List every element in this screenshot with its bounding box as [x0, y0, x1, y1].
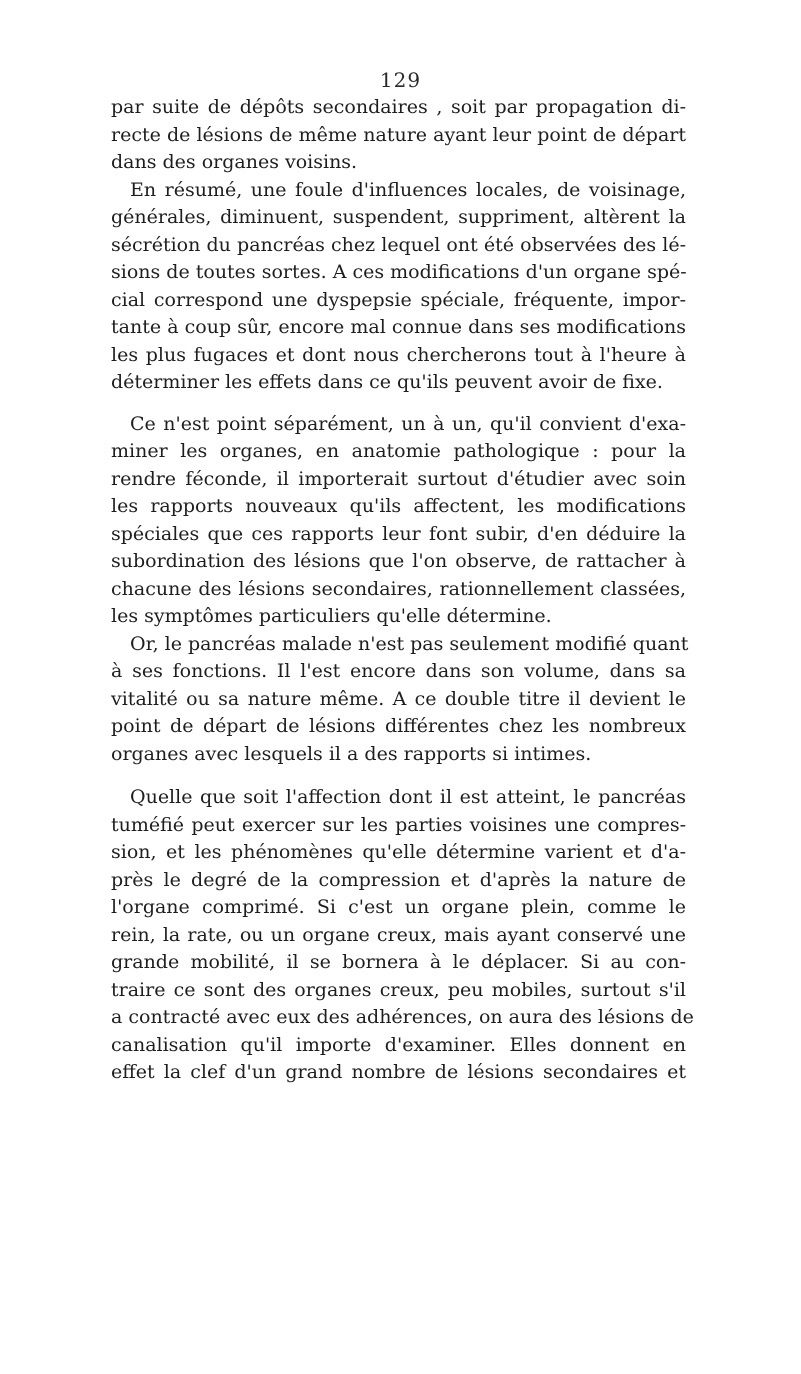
paragraph-gap	[111, 768, 686, 784]
text-line: spéciales que ces rapports leur font subir, d'en déduire la	[111, 522, 686, 545]
text-line: vitalité ou sa nature même. A ce double titre il devient le	[111, 687, 686, 710]
text-line: tuméfié peut exercer sur les parties voisines une compres-	[111, 813, 686, 836]
text-line: Ce n'est point séparément, un à un, qu'il convient d'exa-	[130, 412, 686, 435]
text-line: a contracté avec eux des adhérences, on aura des lésions de	[111, 1006, 694, 1028]
text-line: effet la clef d'un grand nombre de lésions secondaires et	[111, 1061, 686, 1083]
text-line: chacune des lésions secondaires, rationnellement classées,	[111, 577, 686, 600]
text-line: l'organe comprimé. Si c'est un organe plein, comme le	[111, 896, 686, 918]
text-line: à ses fonctions. Il l'est encore dans son volume, dans sa	[111, 660, 686, 682]
text-line: dans des organes voisins.	[111, 151, 358, 173]
text-line: grande mobilité, il se bornera à le déplacer. Si au con-	[111, 951, 686, 973]
text-line: canalisation qu'il importe d'examiner. Elles donnent en	[111, 1033, 686, 1056]
text-line: traire ce sont des organes creux, peu mobiles, surtout s'il	[111, 978, 686, 1001]
page-number: 129	[379, 68, 422, 92]
text-line: déterminer les effets dans ce qu'ils peuvent avoir de fixe.	[111, 371, 663, 393]
paragraph	[111, 94, 686, 177]
text-line: sion, et les phénomènes qu'elle détermine varient et d'a-	[111, 841, 686, 863]
paragraph	[111, 411, 686, 631]
text-line: sécrétion du pancréas chez lequel ont été observées des lé-	[111, 233, 686, 256]
text-line: En résumé, une foule d'influences locales, de voisinage,	[130, 178, 686, 201]
paragraph	[111, 631, 689, 769]
text-line: les symptômes particuliers qu'elle détermine.	[111, 605, 552, 627]
text-line: Or, le pancréas malade n'est pas seulement modifié quant	[130, 632, 689, 655]
text-line: cial correspond une dyspepsie spéciale, fréquente, impor-	[111, 288, 686, 311]
text-line: subordination des lésions que l'on observe, de rattacher à	[111, 550, 686, 572]
text-line: rein, la rate, ou un organe creux, mais ayant conservé une	[111, 923, 686, 946]
text-line: par suite de dépôts secondaires , soit par propagation di-	[111, 96, 686, 118]
text-line: les rapports nouveaux qu'ils affectent, les modifications	[111, 495, 686, 517]
text-line: sions de toutes sortes. A ces modifications d'un organe spé-	[111, 261, 687, 283]
text-line: les plus fugaces et dont nous chercherons tout à l'heure à	[111, 343, 686, 366]
paragraph	[111, 177, 686, 397]
text-line: générales, diminuent, suspendent, suppriment, altèrent la	[111, 206, 686, 228]
text-line: recte de lésions de même nature ayant leur point de départ	[111, 123, 686, 146]
text-line: près le degré de la compression et d'après la nature de	[111, 868, 686, 891]
text-line: point de départ de lésions différentes chez les nombreux	[111, 715, 686, 737]
text-line: organes avec lesquels il a des rapports si intimes.	[111, 742, 592, 765]
body-text	[111, 94, 694, 1087]
paragraph-gap	[111, 397, 686, 411]
text-line: Quelle que soit l'affection dont il est atteint, le pancréas	[130, 786, 686, 808]
text-line: rendre féconde, il importerait surtout d'étudier avec soin	[111, 467, 686, 490]
text-line: miner les organes, en anatomie pathologique : pour la	[111, 440, 686, 462]
text-line: tante à coup sûr, encore mal connue dans ses modifications	[111, 316, 686, 338]
paragraph	[111, 784, 694, 1087]
